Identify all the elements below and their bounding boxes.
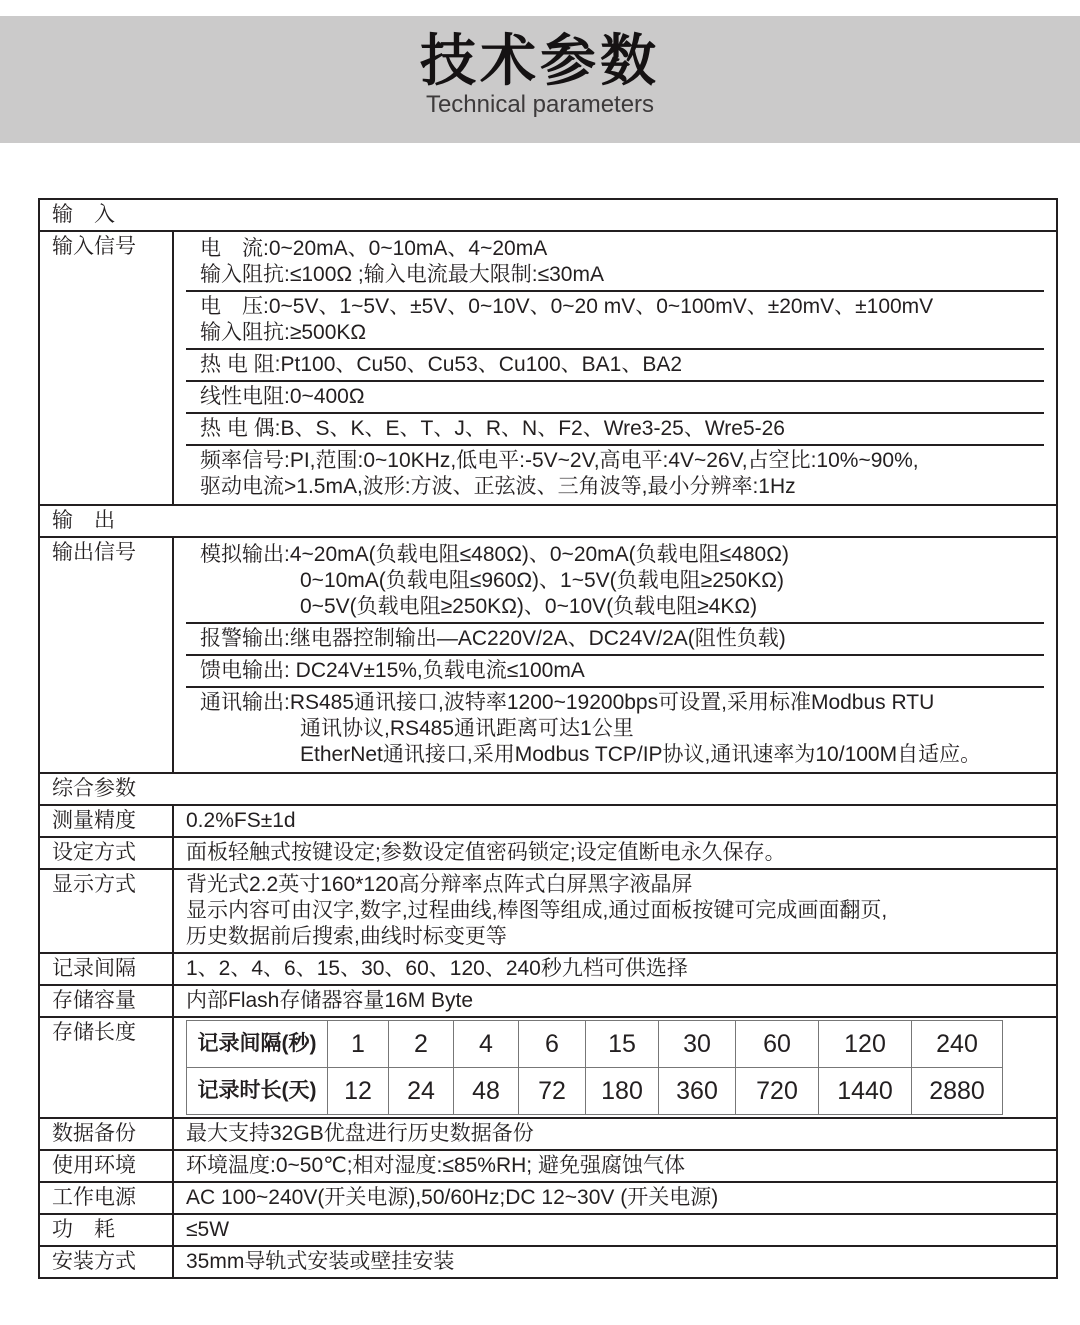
- display-line1: 背光式2.2英寸160*120高分辩率点阵式白屏黑字液晶屏: [186, 873, 693, 896]
- subrow-feed-output: 馈电输出: DC24V±15%,负载电流≤100mA: [186, 654, 1044, 686]
- row-general-section: [39, 773, 1057, 805]
- subrow-thermocouple: 热 电 偶:B、S、K、E、T、J、R、N、F2、Wre3-25、Wre5-26: [186, 412, 1044, 444]
- data-backup-label: 数据备份: [39, 1118, 173, 1150]
- row-input-section: [39, 199, 1057, 231]
- frequency-line1: 频率信号:PI,范围:0~10KHz,低电平:-5V~2V,高电平:4V~26V,占空比:10%~90%,: [200, 449, 919, 472]
- installation-label: 安装方式: [39, 1246, 173, 1278]
- display-value: [173, 869, 1057, 953]
- display-label: 显示方式: [39, 869, 173, 953]
- comm-line1: 通讯输出:RS485通讯接口,波特率1200~19200bps可设置,采用标准Modbus RTU: [200, 691, 935, 714]
- storage-duration-row: [187, 1068, 1003, 1115]
- storage-cell: 4: [454, 1021, 519, 1068]
- record-interval-label: 记录间隔: [39, 953, 173, 985]
- page-subtitle: Technical parameters: [425, 91, 655, 118]
- subrow-linear-resistance: 线性电阻:0~400Ω: [186, 380, 1044, 412]
- storage-cell: 30: [659, 1021, 736, 1068]
- storage-capacity-label: 存储容量: [39, 985, 173, 1017]
- row-setting-method: [39, 837, 1057, 869]
- data-backup-value: 最大支持32GB优盘进行历史数据备份: [173, 1118, 1057, 1150]
- accuracy-label: 测量精度: [39, 805, 173, 837]
- storage-cell: 240: [912, 1021, 1003, 1068]
- storage-length-content: [173, 1017, 1057, 1118]
- display-line2: 显示内容可由汉字,数字,过程曲线,棒图等组成,通过面板按键可完成画面翻页,: [186, 899, 888, 922]
- input-section-header: 输 入: [39, 199, 1057, 231]
- row-output-signal: [39, 537, 1057, 773]
- analog-line2: 0~10mA(负载电阻≤960Ω)、1~5V(负载电阻≥250KΩ): [300, 569, 784, 592]
- current-line1: 电 流:0~20mA、0~10mA、4~20mA: [200, 237, 548, 260]
- storage-cell: 12: [328, 1068, 389, 1115]
- subrow-alarm-output: 报警输出:继电器控制输出—AC220V/2A、DC24V/2A(阻性负载): [186, 622, 1044, 654]
- storage-duration-header: 记录时长(天): [187, 1068, 328, 1115]
- storage-cell: 1440: [819, 1068, 912, 1115]
- analog-line1: 模拟输出:4~20mA(负载电阻≤480Ω)、0~20mA(负载电阻≤480Ω): [200, 543, 789, 566]
- power-supply-value: AC 100~240V(开关电源),50/60Hz;DC 12~30V (开关电源): [173, 1182, 1057, 1214]
- subrow-voltage: [186, 290, 1044, 348]
- subrow-frequency: [186, 444, 1044, 502]
- general-section-header: 综合参数: [39, 773, 1057, 805]
- page-title: 技术参数: [420, 29, 660, 92]
- row-installation: [39, 1246, 1057, 1278]
- spec-table: [38, 198, 1058, 1279]
- row-display-method: [39, 869, 1057, 953]
- row-storage-capacity: [39, 985, 1057, 1017]
- accuracy-value: 0.2%FS±1d: [173, 805, 1057, 837]
- storage-cell: 72: [519, 1068, 586, 1115]
- subrow-rtd: 热 电 阻:Pt100、Cu50、Cu53、Cu100、BA1、BA2: [186, 348, 1044, 380]
- display-line3: 历史数据前后搜索,曲线时标变更等: [186, 925, 507, 948]
- subrow-comm-output: [186, 686, 1044, 770]
- row-consumption: [39, 1214, 1057, 1246]
- voltage-line2: 输入阻抗:≥500KΩ: [200, 321, 367, 344]
- storage-cell: 60: [736, 1021, 819, 1068]
- storage-cell: 120: [819, 1021, 912, 1068]
- input-signal-content: [173, 231, 1057, 505]
- storage-cell: 15: [586, 1021, 659, 1068]
- environment-value: 环境温度:0~50℃;相对湿度:≤85%RH; 避免强腐蚀气体: [173, 1150, 1057, 1182]
- frequency-line2: 驱动电流>1.5mA,波形:方波、正弦波、三角波等,最小分辨率:1Hz: [200, 475, 796, 498]
- storage-cell: 360: [659, 1068, 736, 1115]
- voltage-line1: 电 压:0~5V、1~5V、±5V、0~10V、0~20 mV、0~100mV、±20mV、±100mV: [200, 295, 934, 318]
- subrow-analog-output: [186, 540, 1044, 622]
- storage-cell: 720: [736, 1068, 819, 1115]
- setting-label: 设定方式: [39, 837, 173, 869]
- consumption-label: 功 耗: [39, 1214, 173, 1246]
- storage-cell: 2880: [912, 1068, 1003, 1115]
- storage-capacity-value: 内部Flash存储器容量16M Byte: [173, 985, 1057, 1017]
- environment-label: 使用环境: [39, 1150, 173, 1182]
- row-environment: [39, 1150, 1057, 1182]
- consumption-value: ≤5W: [173, 1214, 1057, 1246]
- storage-cell: 180: [586, 1068, 659, 1115]
- row-data-backup: [39, 1118, 1057, 1150]
- record-interval-value: 1、2、4、6、15、30、60、120、240秒九档可供选择: [173, 953, 1057, 985]
- storage-cell: 1: [328, 1021, 389, 1068]
- power-supply-label: 工作电源: [39, 1182, 173, 1214]
- row-record-interval: [39, 953, 1057, 985]
- storage-cell: 2: [389, 1021, 454, 1068]
- installation-value: 35mm导轨式安装或壁挂安装: [173, 1246, 1057, 1278]
- storage-cell: 24: [389, 1068, 454, 1115]
- subrow-current: [186, 234, 1044, 290]
- top-white-strip: [0, 0, 1080, 16]
- setting-value: 面板轻触式按键设定;参数设定值密码锁定;设定值断电永久保存。: [173, 837, 1057, 869]
- storage-length-table: [186, 1020, 1003, 1115]
- row-output-section: [39, 505, 1057, 537]
- current-line2: 输入阻抗:≤100Ω ;输入电流最大限制:≤30mA: [200, 263, 604, 286]
- storage-length-label: 存储长度: [39, 1017, 173, 1118]
- row-input-signal: [39, 231, 1057, 505]
- storage-cell: 48: [454, 1068, 519, 1115]
- analog-line3: 0~5V(负载电阻≥250KΩ)、0~10V(负载电阻≥4KΩ): [300, 595, 758, 618]
- output-signal-label: 输出信号: [39, 537, 173, 773]
- title-banner: [0, 16, 1080, 143]
- row-accuracy: [39, 805, 1057, 837]
- storage-cell: 6: [519, 1021, 586, 1068]
- row-power-supply: [39, 1182, 1057, 1214]
- storage-interval-row: [187, 1021, 1003, 1068]
- row-storage-length: [39, 1017, 1057, 1118]
- input-signal-label: 输入信号: [39, 231, 173, 505]
- storage-interval-header: 记录间隔(秒): [187, 1021, 328, 1068]
- output-signal-content: [173, 537, 1057, 773]
- comm-line2: 通讯协议,RS485通讯距离可达1公里: [300, 717, 634, 740]
- output-section-header: 输 出: [39, 505, 1057, 537]
- comm-line3: EtherNet通讯接口,采用Modbus TCP/IP协议,通讯速率为10/100M自适应。: [300, 743, 982, 766]
